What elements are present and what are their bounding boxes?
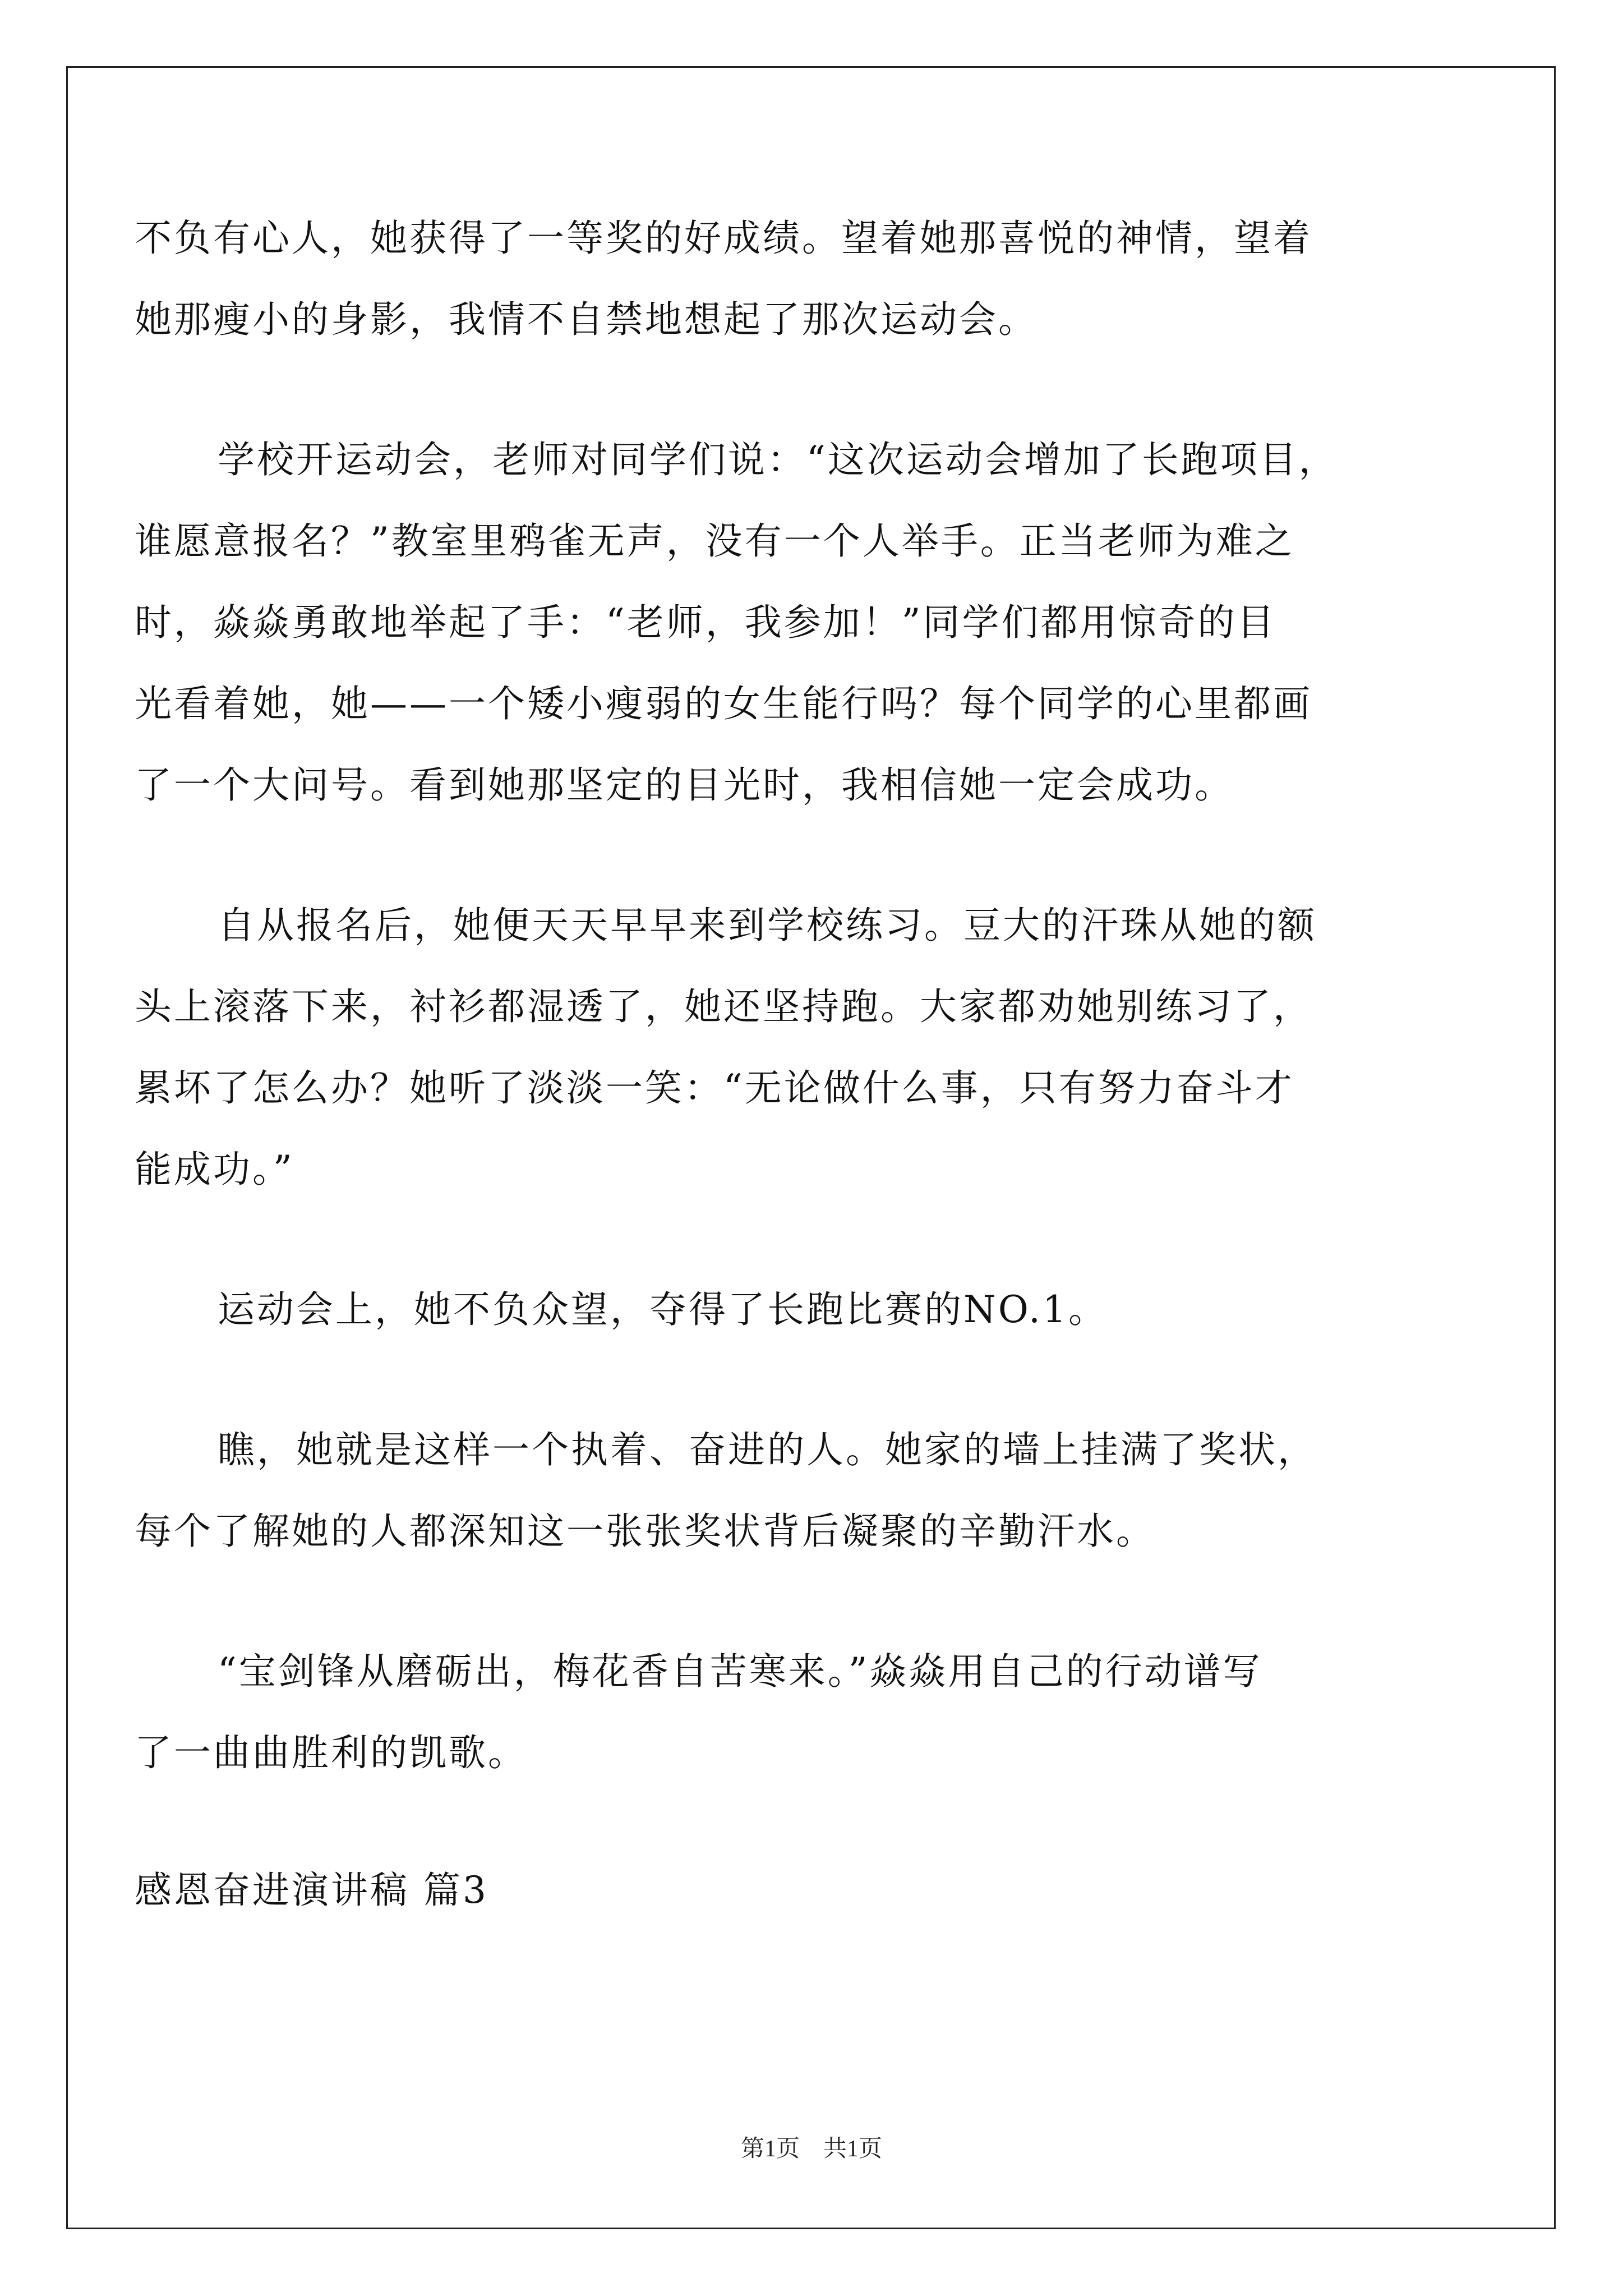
- text-line: 累坏了怎么办？她听了淡淡一笑：“无论做什么事，只有努力奋斗才: [135, 1066, 1294, 1110]
- text-line: 不负有心人，她获得了一等奖的好成绩。望着她那喜悦的神情，望着: [135, 217, 1312, 260]
- text-line: 谁愿意报名？”教室里鸦雀无声，没有一个人举手。正当老师为难之: [135, 519, 1294, 563]
- paragraph-start-line: 运动会上，她不负众望，夺得了长跑比赛的NO.1。: [218, 1288, 1108, 1331]
- text-line: 了一个大问号。看到她那坚定的目光时，我相信她一定会成功。: [135, 763, 1234, 807]
- text-line: 能成功。”: [135, 1148, 294, 1191]
- text-line: 头上滚落下来，衬衫都湿透了，她还坚持跑。大家都劝她别练习了，: [135, 985, 1312, 1028]
- text-line: 她那瘦小的身影，我情不自禁地想起了那次运动会。: [135, 298, 1038, 341]
- paragraph-start-line: “宝剑锋从磨砺出，梅花香自苦寒来。”焱焱用自己的行动谱写: [218, 1650, 1262, 1693]
- paragraph-start-line: 学校开运动会，老师对同学们说：“这次运动会增加了长跑项目，: [218, 438, 1338, 481]
- text-line: 每个了解她的人都深知这一张张奖状背后凝聚的辛勤汗水。: [135, 1510, 1155, 1553]
- text-line: 了一曲曲胜利的凯歌。: [135, 1731, 527, 1774]
- paragraph-start-line: 自从报名后，她便天天早早来到学校练习。豆大的汗珠从她的额: [218, 904, 1317, 947]
- text-line: 时，焱焱勇敢地举起了手：“老师，我参加！”同学们都用惊奇的目: [135, 601, 1276, 644]
- page-number-footer: 第1页 共1页: [740, 2136, 882, 2162]
- paragraph-start-line: 瞧，她就是这样一个执着、奋进的人。她家的墙上挂满了奖状，: [218, 1428, 1317, 1471]
- section-heading: 感恩奋进演讲稿 篇3: [135, 1869, 488, 1912]
- text-line: 光看着她，她——一个矮小瘦弱的女生能行吗？每个同学的心里都画: [135, 682, 1312, 725]
